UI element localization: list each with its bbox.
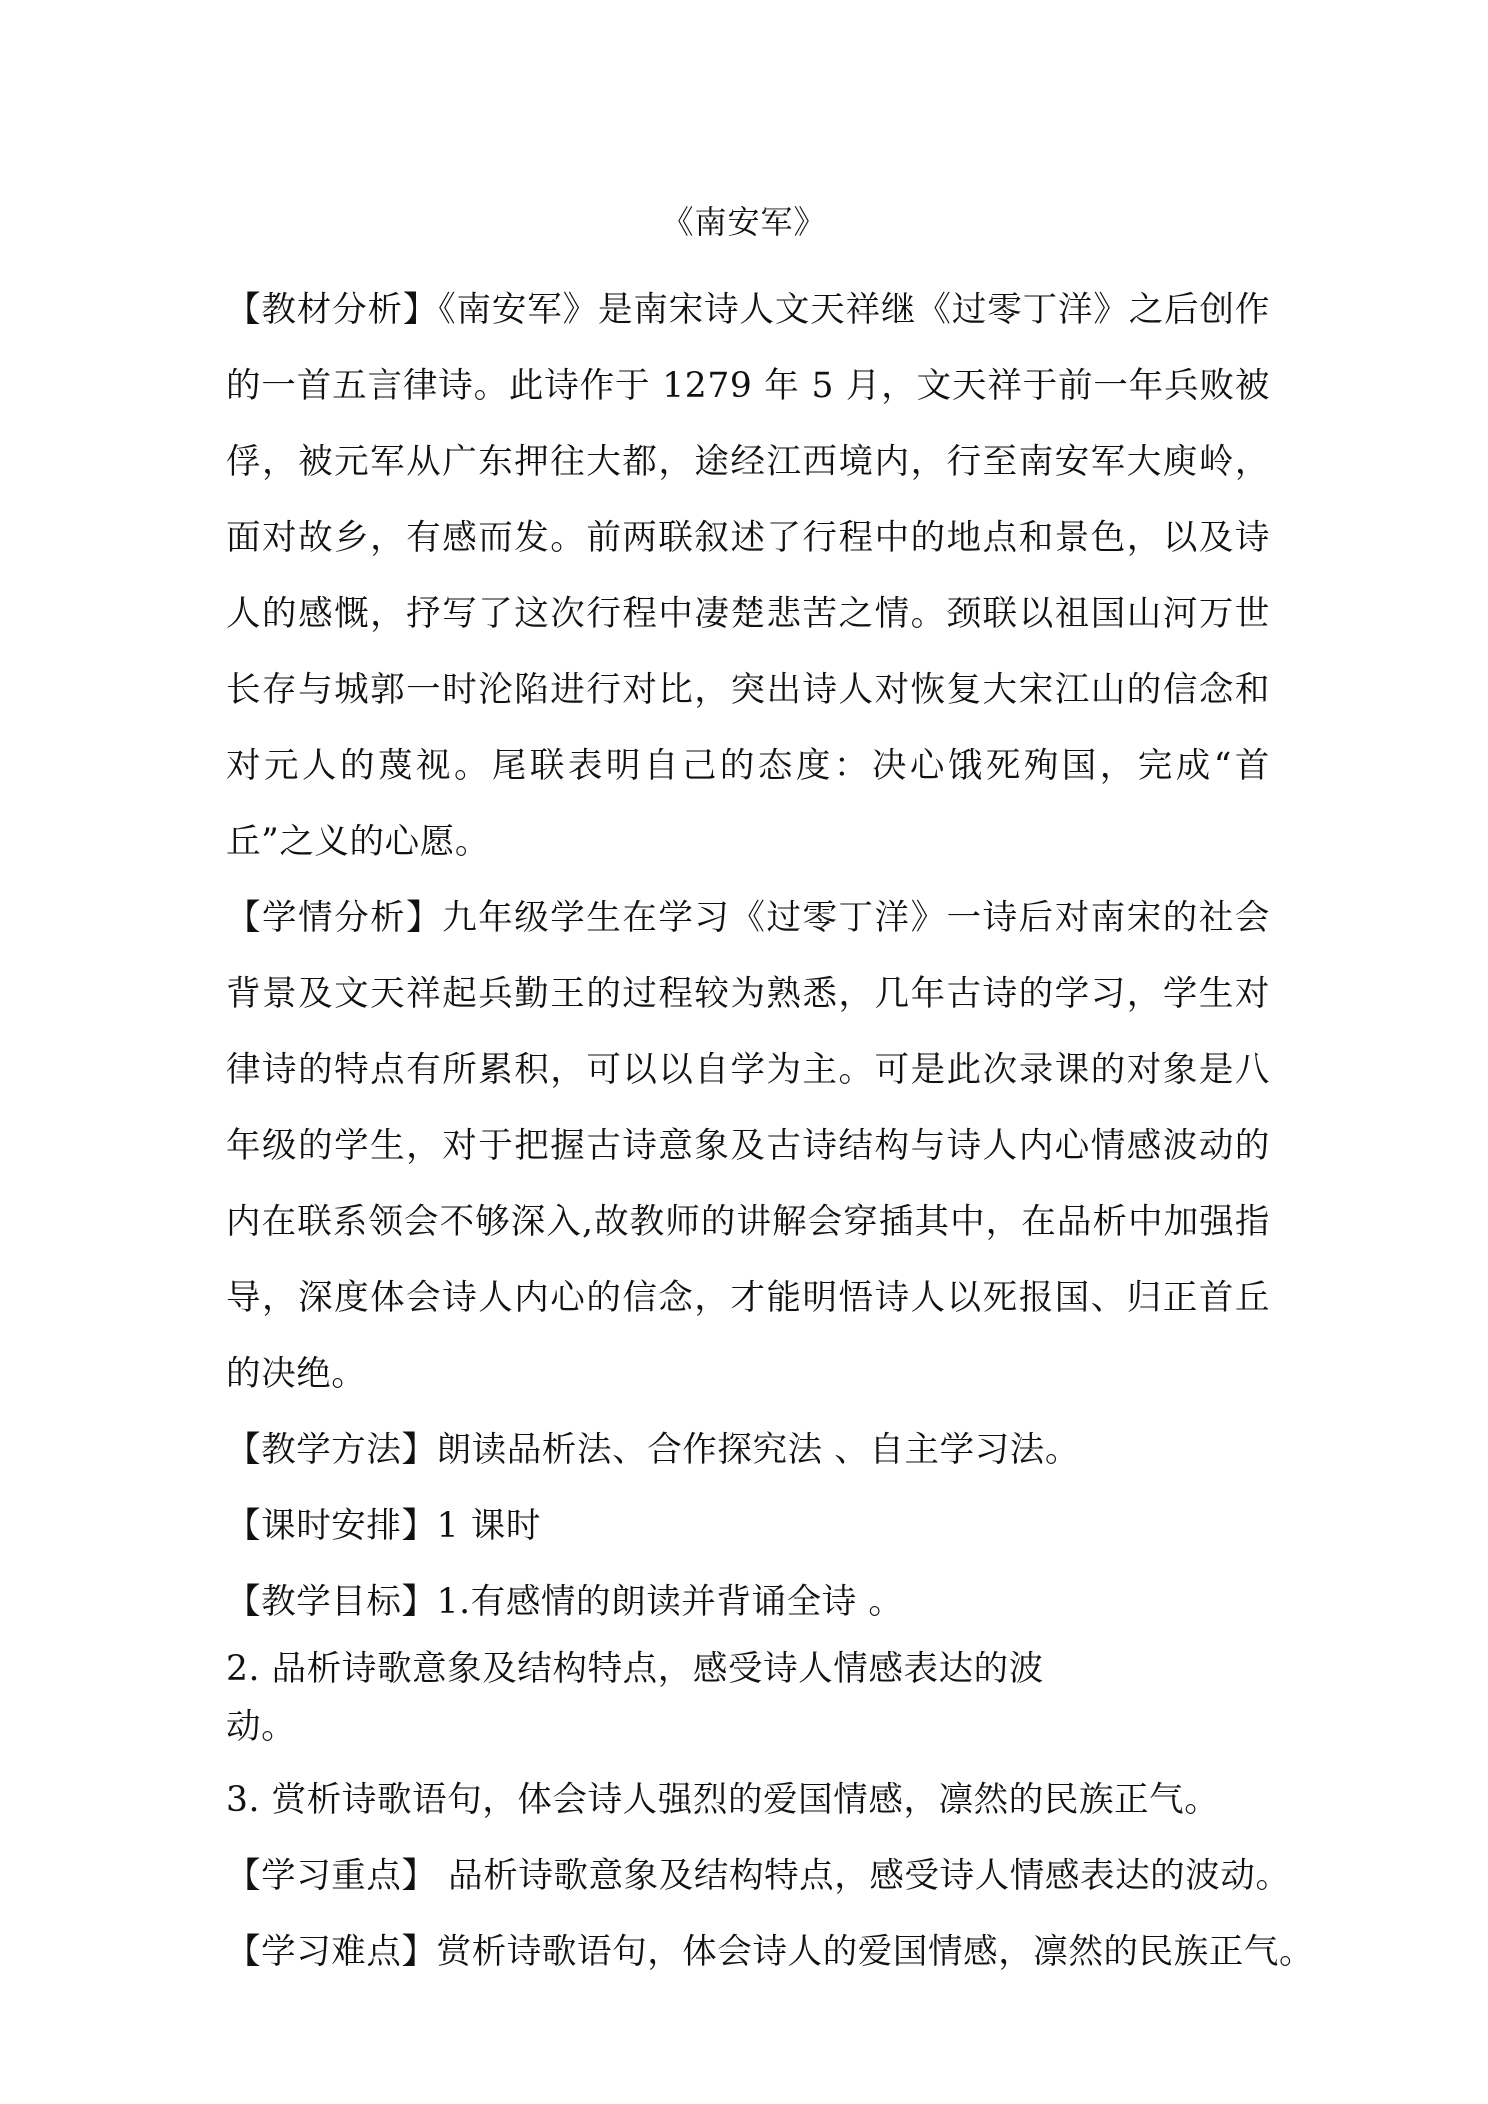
key-points-text: 品析诗歌意象及结构特点，感受诗人情感表达的波动。 [436, 1856, 1291, 1896]
analysis-label: 【教材分析】 [226, 290, 439, 330]
key-points-label: 【学习重点】 [226, 1856, 437, 1896]
difficulties-label: 【学习难点】 [226, 1932, 437, 1972]
section-methods [226, 1412, 1270, 1488]
section-difficulties [226, 1914, 1315, 1990]
methods-label: 【教学方法】 [226, 1430, 437, 1470]
goal-item-3: 3. 赏析诗歌语句，体会诗人强烈的爱国情感，凛然的民族正气。 [226, 1780, 1220, 1820]
section-goals [226, 1564, 1270, 1640]
goals-label: 【教学目标】 [226, 1582, 437, 1622]
section-key-points [226, 1838, 1291, 1914]
analysis-text: 《南安军》是南宋诗人文天祥继《过零丁洋》之后创作的一首五言律诗。此诗作于 1279 年 5 月，文天祥于前一年兵败被俘，被元军从广东押往大都，途经江西境内，行至南安军大庾岭，面对故乡，有感而发。前两联叙述了行程中的地点和景色，以及诗人的感慨，抒写了这次行程中凄楚悲苦之情。颈联以祖国山河万世长存与城郭一时沦陷进行对比，突出诗人对恢复大宋江山的信念和对元人的蔑视。尾联表明自己的态度：决心饿死殉国，完成“首丘”之义的心愿。 [226, 290, 1270, 862]
section-schedule [226, 1488, 1270, 1564]
methods-text: 朗读品析法、合作探究法 、自主学习法。 [436, 1430, 1080, 1470]
goal-item-2-line-2: 动。 [226, 1707, 297, 1747]
section-analysis [226, 272, 1270, 880]
students-label: 【学情分析】 [226, 898, 443, 938]
goal-item-2-line-1: 2. 品析诗歌意象及结构特点，感受诗人情感表达的波 [226, 1649, 1044, 1689]
goal-item-1: 1.有感情的朗读并背诵全诗 。 [436, 1582, 904, 1622]
document-body [226, 272, 1315, 1990]
students-text: 九年级学生在学习《过零丁洋》一诗后对南宋的社会背景及文天祥起兵勤王的过程较为熟悉，几年古诗的学习，学生对律诗的特点有所累积，可以以自学为主。可是此次录课的对象是八年级的学生，对于把握古诗意象及古诗结构与诗人内心情感波动的内在联系领会不够深入,故教师的讲解会穿插其中，在品析中加强指导，深度体会诗人内心的信念，才能明悟诗人以死报国、归正首丘的决绝。 [226, 898, 1270, 1394]
difficulties-text: 赏析诗歌语句，体会诗人的爱国情感，凛然的民族正气。 [436, 1932, 1315, 1972]
document-title: 《南安军》 [661, 203, 827, 241]
schedule-label: 【课时安排】 [226, 1506, 437, 1546]
section-students [226, 880, 1270, 1412]
schedule-text: 1 课时 [436, 1506, 541, 1546]
